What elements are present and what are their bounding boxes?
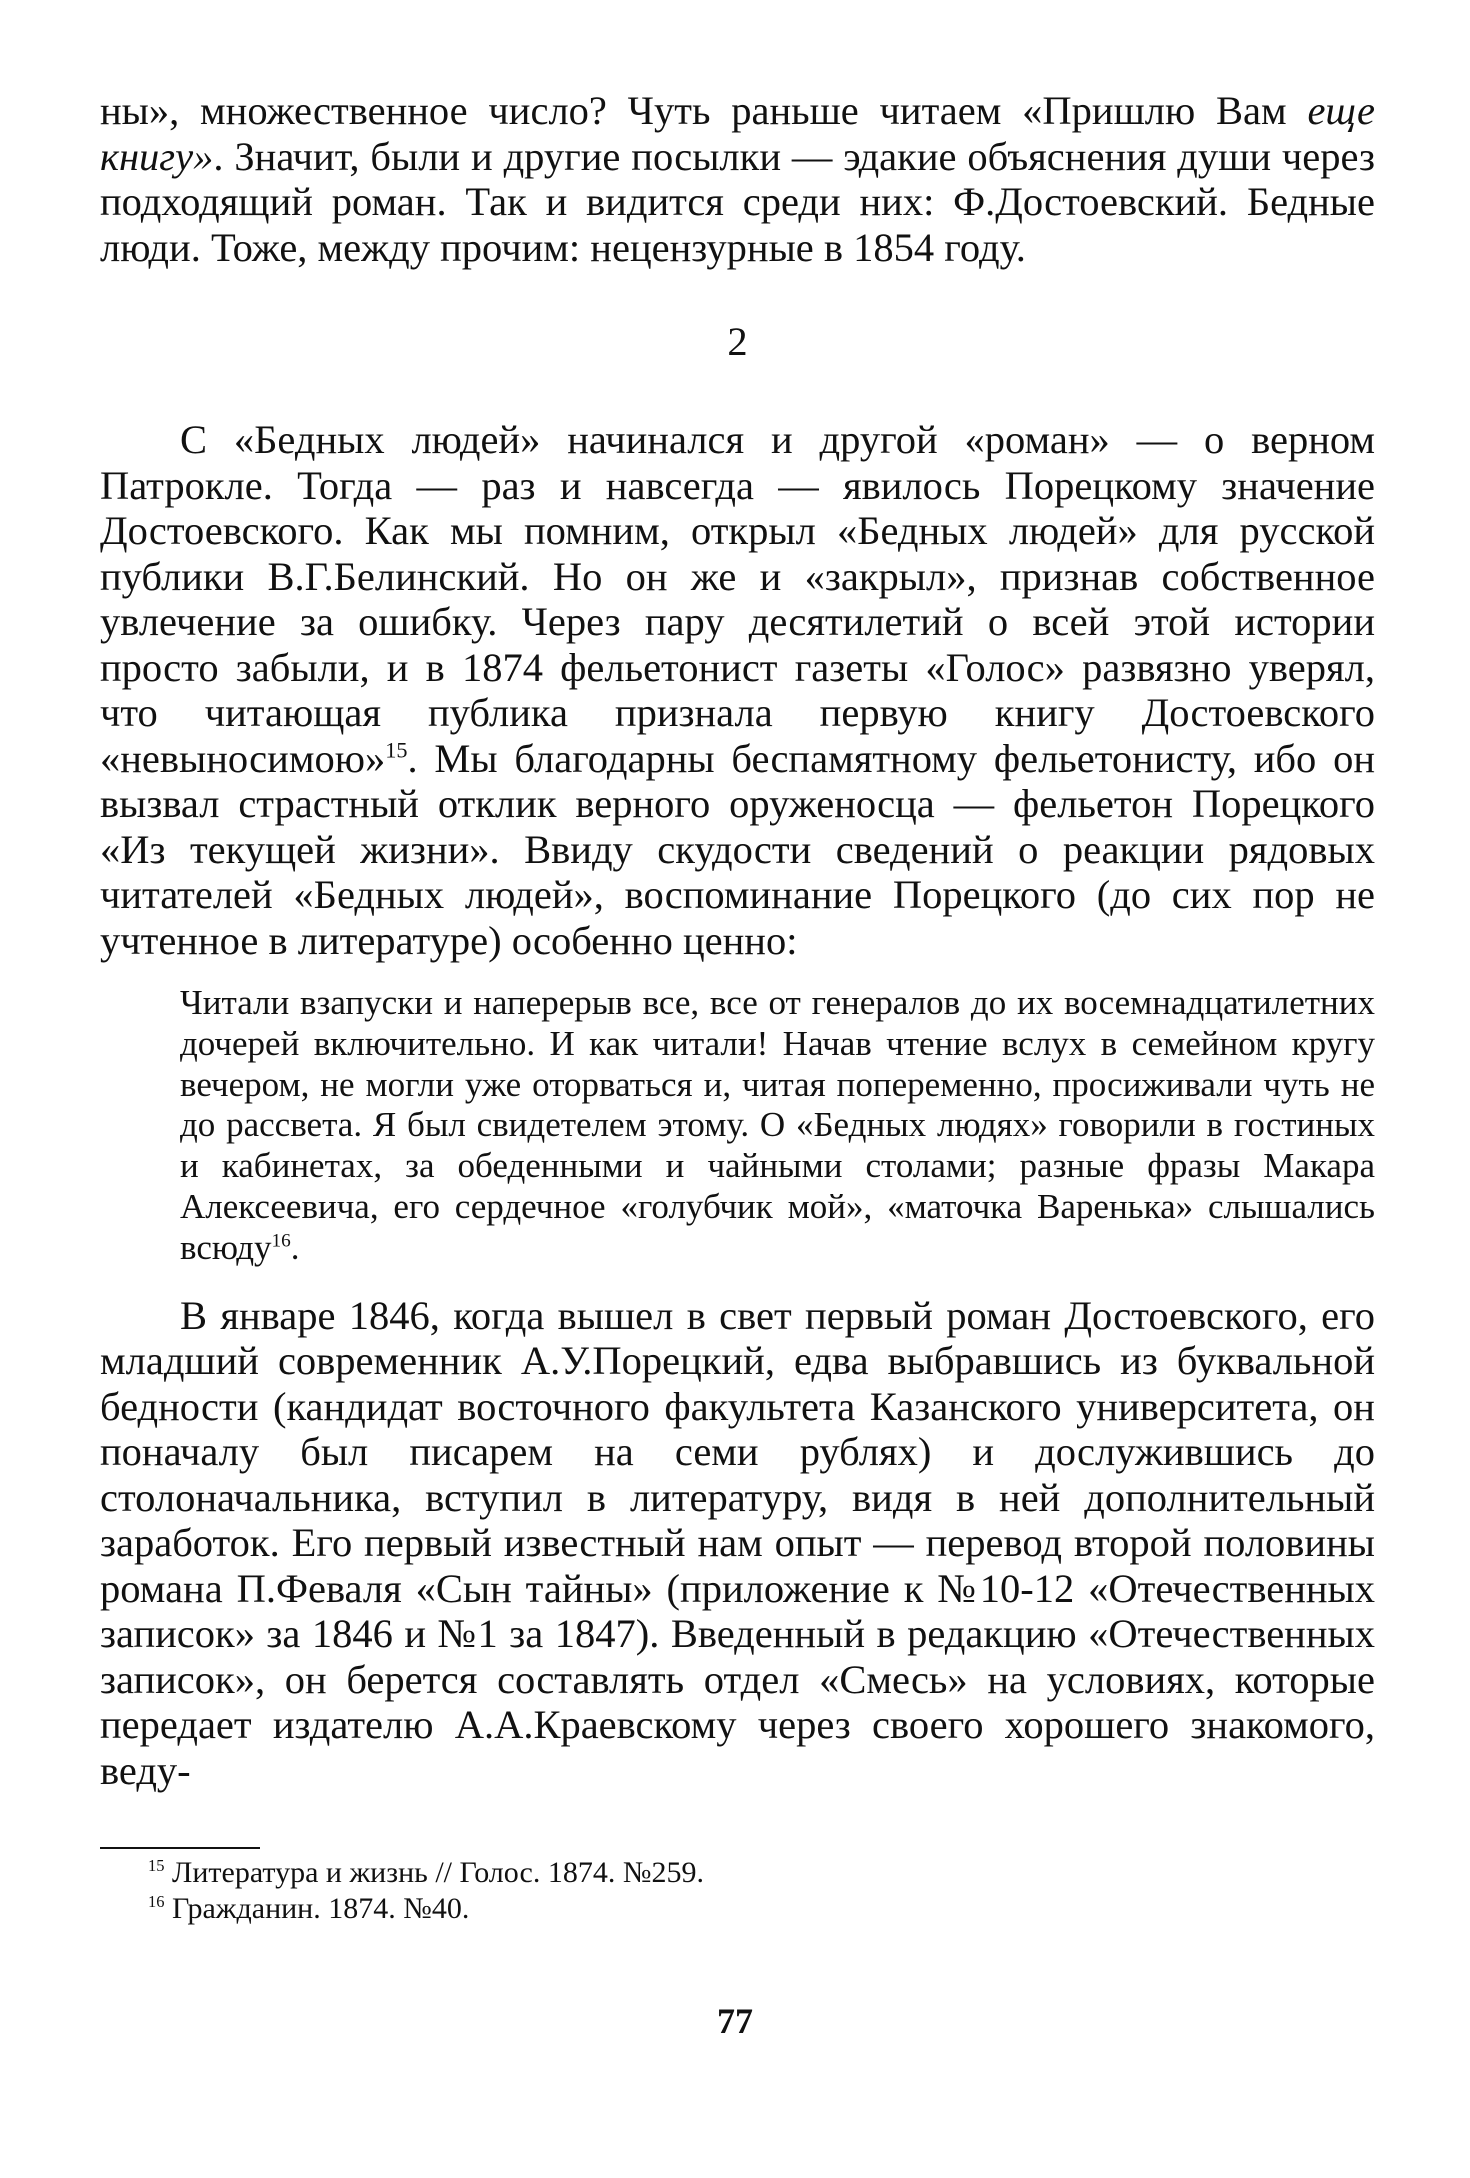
paragraph-1 xyxy=(100,88,1375,270)
footnote-16 xyxy=(148,1891,1375,1927)
paragraph-1-text-b: . Значит, были и другие посылки — эдакие объяснения души через подходящий роман. Так и видится среди них: Ф.Достоевский. Бедные люди. Тоже, между прочим: нецензурные в 1854 году. xyxy=(100,133,1375,270)
paragraph-2 xyxy=(100,417,1375,963)
block-quote-end: . xyxy=(290,1227,300,1267)
footnote-15-text: Литература и жизнь // Голос. 1874. №259. xyxy=(164,1856,704,1890)
block-quote xyxy=(180,983,1375,1269)
paragraph-3: В январе 1846, когда вышел в свет первый роман Достоевского, его младший современник А.У.Порецкий, едва выбравшись из буквальной бедности (кандидат восточного факультета Казанского университета, он поначалу был писарем на семи рублях) и дослужившись до столоначальника, вступил в литературу, видя в ней дополнительный заработок. Его первый известный нам опыт — перевод второй половины романа П.Феваля «Сын тайны» (приложение к №10-12 «Отечественных записок» за 1846 и №1 за 1847). Введенный в редакцию «Отечественных записок», он берется составлять отдел «Смесь» на условиях, которые передает издателю А.А.Краевскому через своего хорошего знакомого, веду- xyxy=(100,1292,1375,1793)
page-body xyxy=(100,88,1375,1927)
footnote-16-text: Гражданин. 1874. №40. xyxy=(164,1892,470,1926)
paragraph-2-text-b: . Мы благодарны беспамятному фельетонисту, ибо он вызвал страстный отклик верного оруженосца — фельетон Порецкого «Из текущей жизни». Ввиду скудости сведений о реакции рядовых читателей «Бедных людей», воспоминание Порецкого (до сих пор не учтенное в литературе) особенно ценно: xyxy=(100,735,1375,963)
paragraph-2-text-a: С «Бедных людей» начинался и другой «роман» — о верном Патрокле. Тогда — раз и навсегда — явилось Порецкому значение Достоевского. Как мы помним, открыл «Бедных людей» для русской публики В.Г.Белинский. Но он же и «закрыл», признав собственное увлечение за ошибку. Через пару десятилетий о всей этой истории просто забыли, и в 1874 фельетонист газеты «Голос» развязно уверял, что читающая публика признала первую книгу Достоевского «невыносимою» xyxy=(100,417,1375,781)
paragraph-1-text-a: ны», множественное число? Чуть раньше читаем «Пришлю Вам xyxy=(100,88,1308,133)
section-number: 2 xyxy=(727,319,748,364)
paragraph-1-italic: еще книгу» xyxy=(100,88,1375,179)
footnote-16-marker: 16 xyxy=(148,1892,165,1912)
page-number: 77 xyxy=(717,2001,753,2041)
footnote-ref-16[interactable]: 16 xyxy=(271,1230,291,1252)
footnote-ref-15[interactable]: 15 xyxy=(385,737,408,762)
block-quote-text: Читали взапуски и наперерыв все, все от генералов до их восемнадцатилетних дочерей включительно. И как читали! Начав чтение вслух в семейном кругу вечером, не могли уже оторваться и, читая попеременно, просиживали чуть не до рассвета. Я был свидетелем этому. О «Бедных людях» говорили в гостиных и кабинетах, за обеденными и чайными столами; разные фразы Макара Алексеевича, его сердечное «голубчик мой», «маточка Варенька» слышались всюду xyxy=(180,983,1375,1267)
footnote-15-marker: 15 xyxy=(148,1856,165,1876)
footnote-divider xyxy=(100,1847,260,1849)
footnote-15 xyxy=(148,1855,1375,1891)
